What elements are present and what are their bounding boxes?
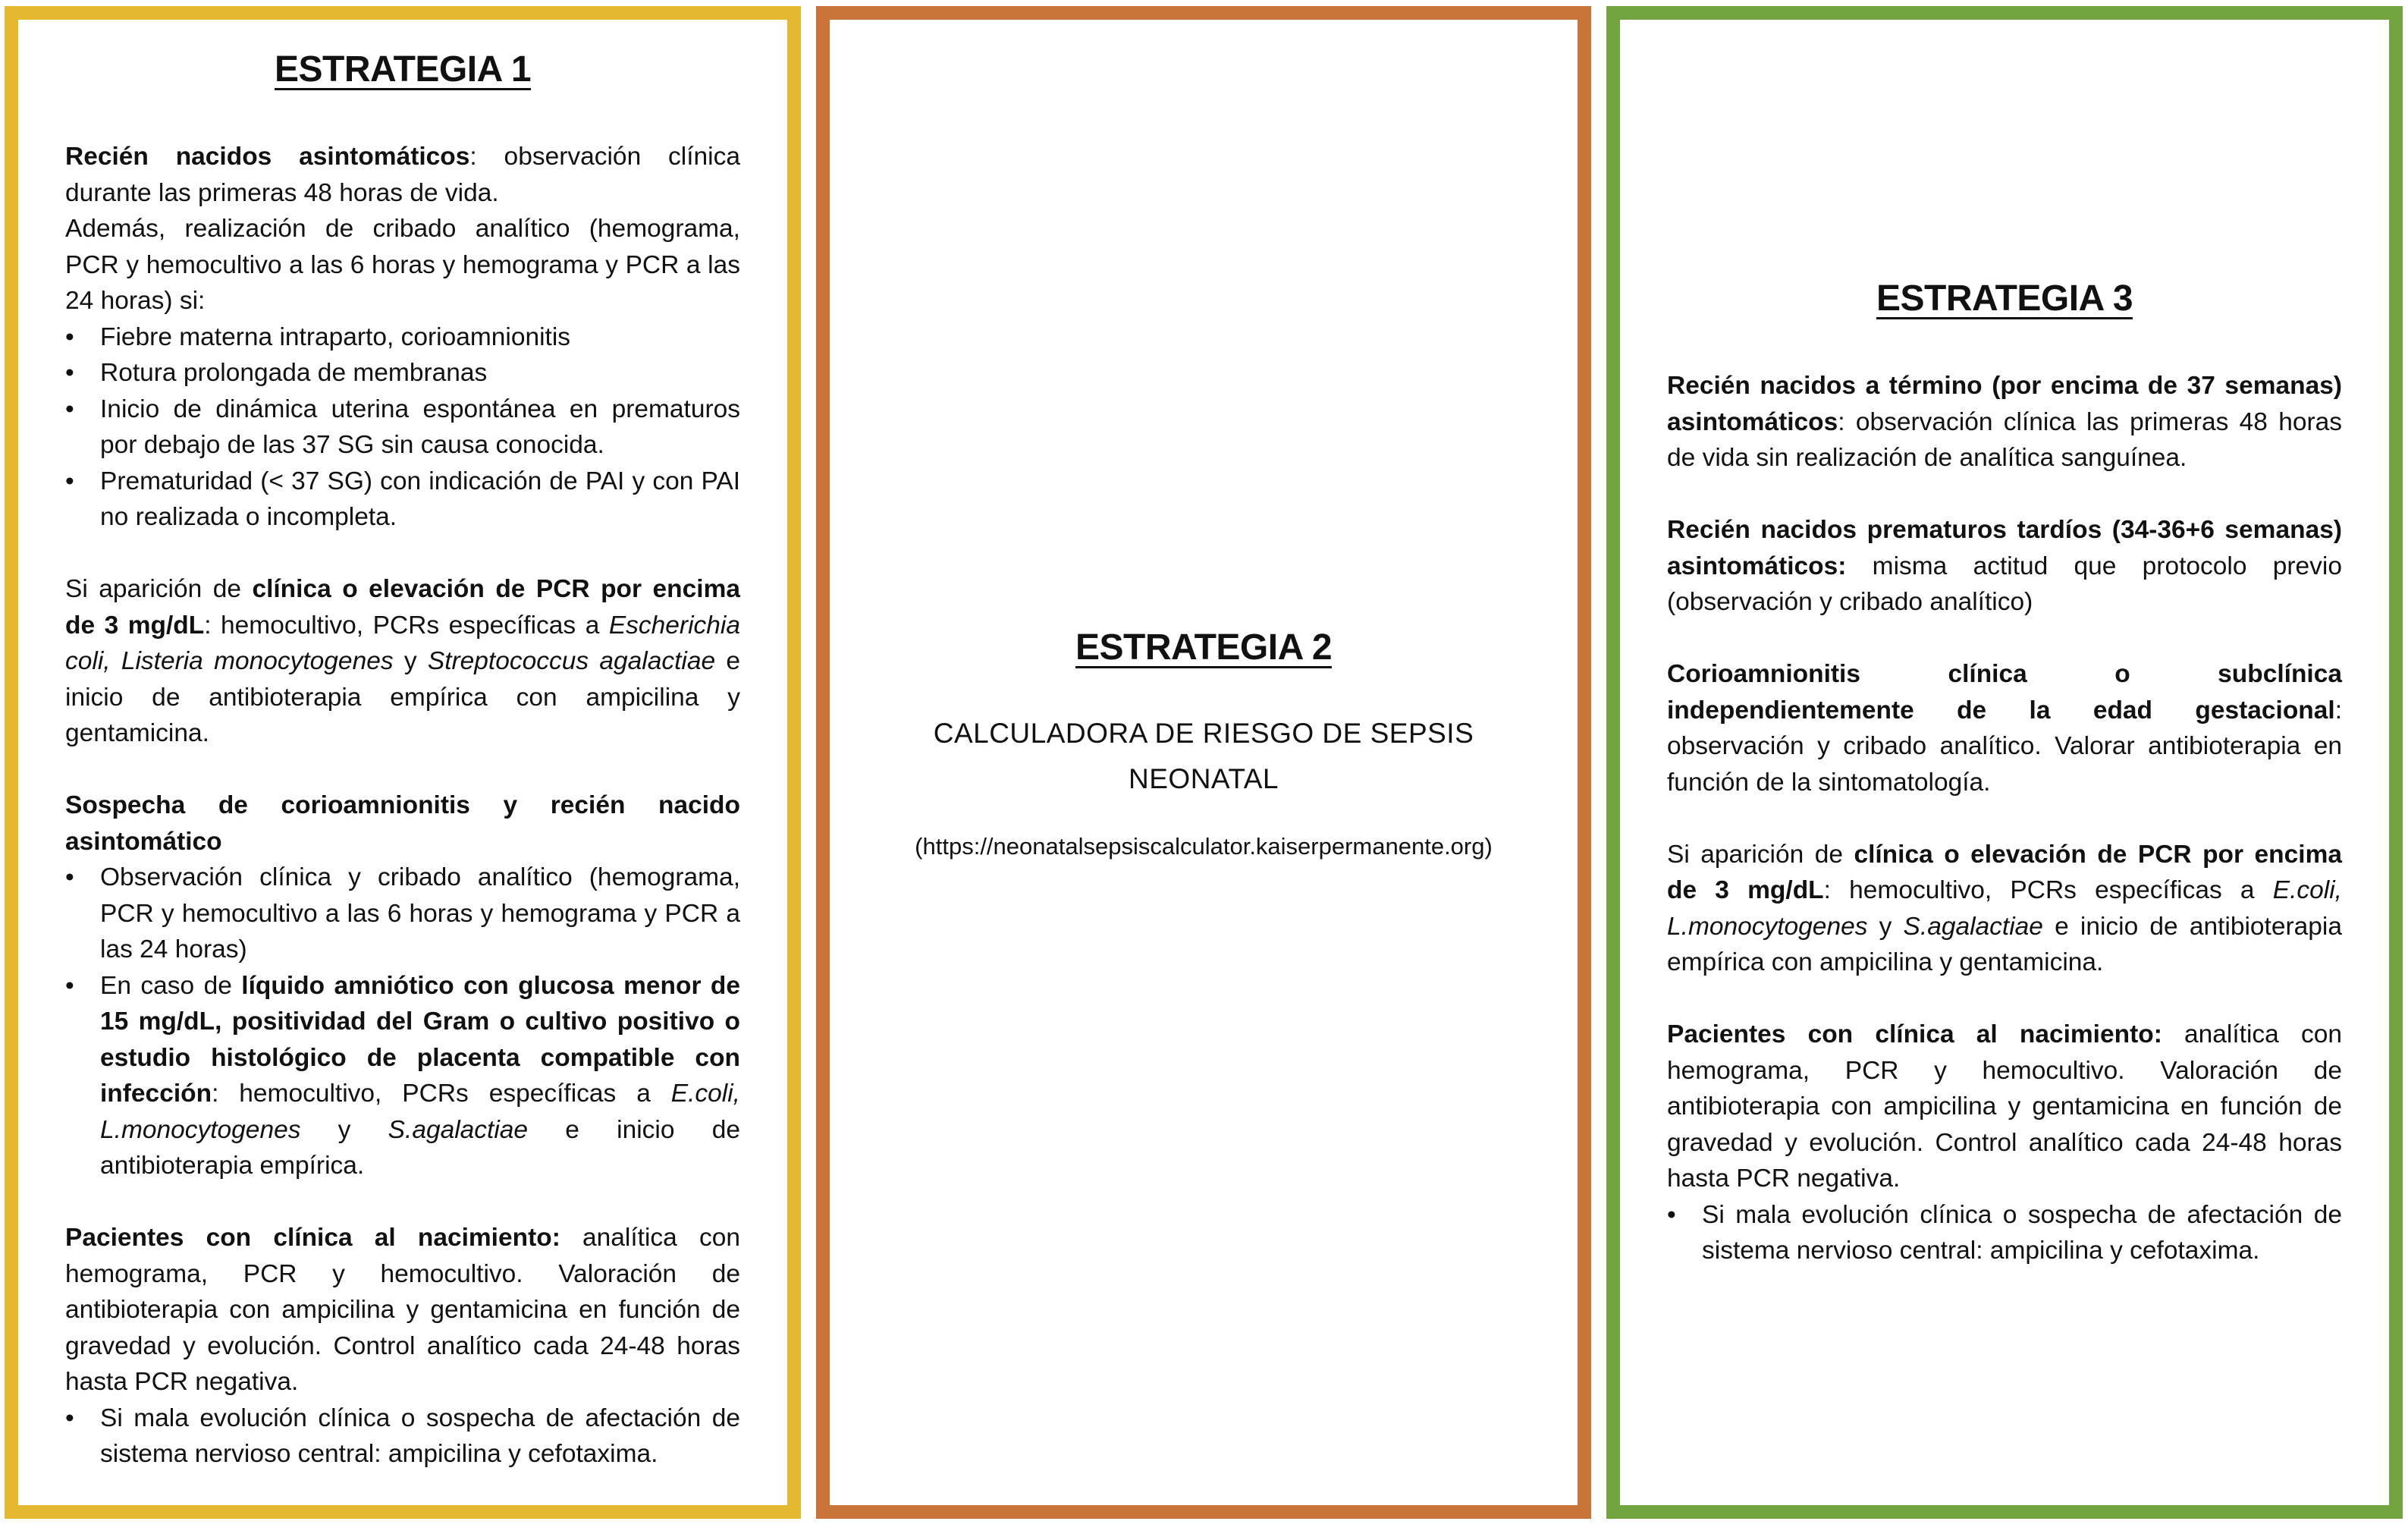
strategy-3-title: ESTRATEGIA 3 — [1876, 278, 2133, 319]
pcr-elevation-paragraph: Si aparición de clínica o elevación de PCR por encima de 3 mg/dL: hemocultivo, PCRs específicas a E.coli, L.monocytogenes y S.agalactiae e inicio de antibioterapia empírica con ampicilina y gentamicina. — [1667, 840, 2342, 976]
strategy-2-title: ESTRATEGIA 2 — [1075, 627, 1333, 668]
list-item: • Inicio de dinámica uterina espontánea en prematuros por debajo de las 37 SG sin causa conocida. — [65, 394, 740, 459]
chorioamnionitis-paragraph: Corioamnionitis clínica o subclínica independientemente de la edad gestacional: observación y cribado analítico. Valorar antibioterapia en función de la sintomatología. — [1667, 660, 2342, 797]
term-newborns-paragraph: Recién nacidos a término (por encima de 37 semanas) asintomáticos: observación clínica las primeras 48 horas de vida sin realización de analítica sanguínea. — [1667, 372, 2342, 472]
list-item: • Observación clínica y cribado analítico (hemograma, PCR y hemocultivo a las 6 horas y hemograma y PCR a las 24 horas) — [65, 863, 740, 963]
late-preterm-paragraph: Recién nacidos prematuros tardíos (34-36+6 semanas) asintomáticos: misma actitud que protocolo previo (observación y cribado analítico) — [1667, 516, 2342, 616]
list-item: • Si mala evolución clínica o sospecha de afectación de sistema nervioso central: ampicilina y cefotaxima. — [1667, 1200, 2342, 1265]
list-item: • Si mala evolución clínica o sospecha de afectación de sistema nervioso central: ampicilina y cefotaxima. — [65, 1403, 740, 1468]
asymptomatic-newborns-paragraph: Recién nacidos asintomáticos: observación clínica durante las primeras 48 horas de vida. — [65, 143, 740, 207]
chorioamnionitis-heading: Sospecha de corioamnionitis y recién nacido asintomático — [65, 791, 740, 856]
symptomatic-birth-paragraph: Pacientes con clínica al nacimiento: analítica con hemograma, PCR y hemocultivo. Valoración de antibioterapia con ampicilina y gentamicina en función de gravedad y evolución. Control analítico cada 24-48 horas hasta PCR negativa. — [1667, 1020, 2342, 1193]
list-item: • En caso de líquido amniótico con glucosa menor de 15 mg/dL, positividad del Gram o cultivo positivo o estudio histológico de placenta compatible con infección: hemocultivo, PCRs específicas a E.coli, L.monocytogenes y S.agalactiae e inicio de antibioterapia empírica. — [65, 971, 741, 1180]
symptomatic-birth-paragraph: Pacientes con clínica al nacimiento: analítica con hemograma, PCR y hemocultivo. Valoración de antibioterapia con ampicilina y gentamicina en función de gravedad y evolución. Control analítico cada 24-48 horas hasta PCR negativa. — [65, 1224, 740, 1396]
screening-criteria-list — [65, 319, 740, 536]
list-item: • Prematuridad (< 37 SG) con indicación de PAI y con PAI no realizada o incompleta. — [65, 467, 740, 531]
strategy-1-title: ESTRATEGIA 1 — [274, 49, 532, 90]
calculator-title-line-1: CALCULADORA DE RIESGO DE SEPSIS — [933, 718, 1474, 749]
chorioamnionitis-list — [65, 860, 740, 1184]
strategy-3-panel — [1606, 6, 2403, 1519]
screening-paragraph: Además, realización de cribado analítico (hemograma, PCR y hemocultivo a las 6 horas y hemograma y PCR a las 24 horas) si: — [65, 215, 740, 315]
calculator-url: (https://neonatalsepsiscalculator.kaiserpermanente.org) — [915, 833, 1493, 860]
list-item: • Rotura prolongada de membranas — [65, 359, 488, 387]
strategy-1-panel — [5, 6, 801, 1519]
calculator-title-line-2: NEONATAL — [1129, 763, 1279, 794]
list-item: • Fiebre materna intraparto, corioamnionitis — [65, 322, 571, 351]
strategy-2-panel — [816, 6, 1591, 1519]
pcr-elevation-paragraph: Si aparición de clínica o elevación de PCR por encima de 3 mg/dL: hemocultivo, PCRs específicas a Escherichia coli, Listeria monocytogenes y Streptococcus agalactiae e inicio de antibioterapia empírica con ampicilina y gentamicina. — [65, 575, 740, 747]
poor-evolution-list — [65, 1400, 740, 1473]
poor-evolution-list — [1667, 1197, 2342, 1269]
